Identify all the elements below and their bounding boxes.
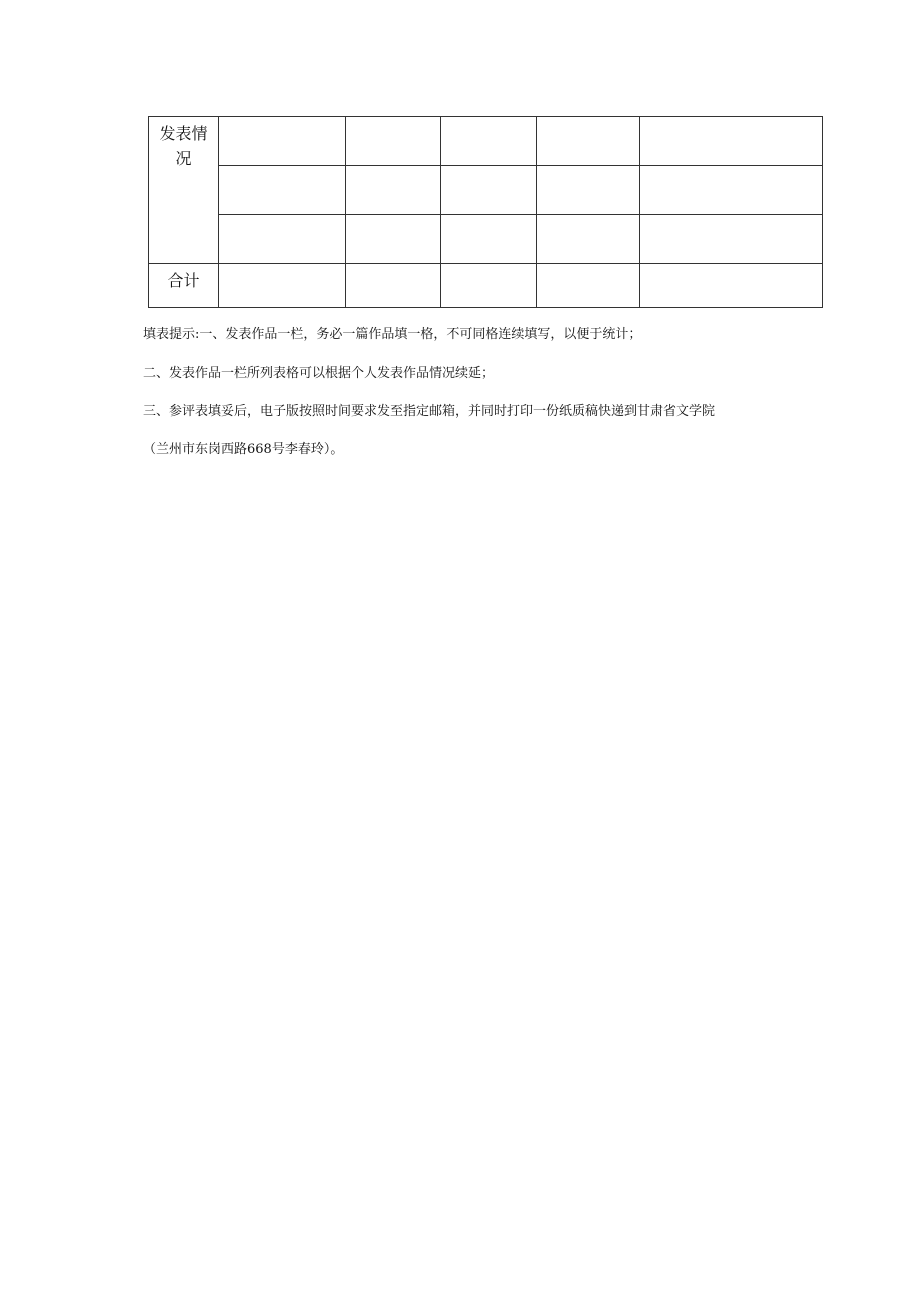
publication-table xyxy=(148,116,823,308)
published-label-cell xyxy=(149,117,219,264)
table-cell[interactable] xyxy=(346,215,441,264)
table-cell[interactable] xyxy=(346,117,441,166)
table-row xyxy=(149,117,823,166)
published-label-line1: 发表情 xyxy=(159,124,208,143)
table-cell[interactable] xyxy=(441,215,537,264)
table-row xyxy=(149,215,823,264)
published-label-line2: 况 xyxy=(175,149,192,168)
total-label: 合计 xyxy=(167,271,200,290)
table-cell[interactable] xyxy=(441,166,537,215)
table-cell[interactable] xyxy=(441,117,537,166)
note-line-1: 填表提示:一、发表作品一栏，务必一篇作品填一格，不可同格连续填写，以便于统计； xyxy=(143,327,642,342)
table-cell[interactable] xyxy=(346,264,441,308)
note-line-4: （兰州市东岗西路668号李春玲）。 xyxy=(143,442,344,457)
table-row xyxy=(149,166,823,215)
table-cell[interactable] xyxy=(640,166,823,215)
table-cell[interactable] xyxy=(640,117,823,166)
table-cell[interactable] xyxy=(219,215,346,264)
table-cell[interactable] xyxy=(640,215,823,264)
table-row-total xyxy=(149,264,823,308)
table-cell[interactable] xyxy=(441,264,537,308)
table-cell[interactable] xyxy=(219,264,346,308)
table-cell[interactable] xyxy=(537,215,640,264)
table-cell[interactable] xyxy=(640,264,823,308)
table-cell[interactable] xyxy=(219,166,346,215)
table-cell[interactable] xyxy=(346,166,441,215)
table-cell[interactable] xyxy=(537,117,640,166)
note-line-3: 三、参评表填妥后，电子版按照时间要求发至指定邮箱，并同时打印一份纸质稿快递到甘肃省文学院 xyxy=(143,404,716,419)
total-label-cell xyxy=(149,264,219,308)
table-cell[interactable] xyxy=(537,166,640,215)
table-cell[interactable] xyxy=(537,264,640,308)
note-line-2: 二、发表作品一栏所列表格可以根据个人发表作品情况续延； xyxy=(143,366,495,381)
table-cell[interactable] xyxy=(219,117,346,166)
